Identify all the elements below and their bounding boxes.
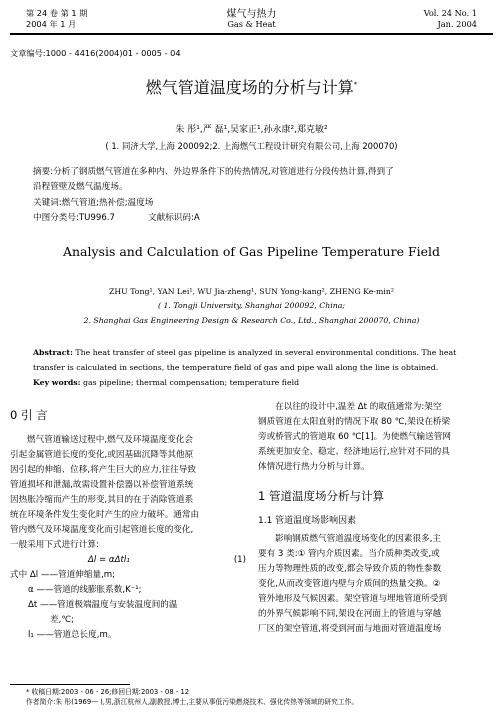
title-en: Analysis and Calculation of Gas Pipeline Temperature Field (62, 244, 441, 259)
where-line: α ——管道的线膨胀系数,K⁻¹; (28, 585, 142, 595)
where-line: Δt ——管道极端温度与安装温度间的温 (28, 600, 178, 610)
body-line: 管道损坏和泄漏,故需设置补偿器以补偿管道系统 (10, 480, 194, 490)
body-line: 管外地形及气候因素。架空管道与埋地管道所受到 (258, 594, 448, 604)
footnote-author: 作者简介:朱 彤(1969— ),男,浙江杭州人,副教授,博士,主要从事低污染燃烧技术、强化传热等领域的研究工作。 (26, 698, 359, 706)
body-line: 旁或桥管式的管道取 60 ℃[1]。为使燃气输送管网 (258, 432, 451, 442)
body-line: 在以往的设计中,温差 Δt 的取值通常为:架空 (275, 402, 442, 412)
header-rule (10, 33, 493, 35)
body-line: 系统更加安全、稳定、经济地运行,应针对不同的具 (258, 447, 450, 457)
journal-name-cn: 煤气与热力 (226, 9, 277, 20)
title-cn-text: 燃气管道温度场的分析与计算 (145, 78, 354, 97)
equation-number: (1) (233, 555, 246, 565)
footnote-received: * 收稿日期:2003 - 06 - 26;修回日期:2003 - 08 - 12 (26, 688, 190, 696)
journal-date: 2004 年 1 月 (26, 19, 77, 29)
journal-volume: 第 24 卷 第 1 期 (26, 8, 88, 18)
affiliation-cn: ( 1. 同济大学,上海 200092;2. 上海燃气工程设计研究有限公司,上海 200070) (105, 141, 398, 151)
article-number: 文章编号:1000 - 4416(2004)01 - 0005 - 04 (10, 48, 181, 58)
body-line: 一般采用下式进行计算: (10, 540, 99, 550)
body-line: 管内燃气及环境温度变化而引起管道长度的变化, (10, 525, 194, 535)
keywords-en-text: gas pipeline; thermal compensation; temperature field (83, 378, 300, 387)
body-line: 统在环境条件发生变化时产生的应力破坏。通常由 (10, 510, 200, 520)
keywords-cn: 关键词:燃气管道;热补偿;温度场 (33, 198, 154, 208)
where-line: 式中 Δl ——管道伸缩量,m; (10, 570, 116, 580)
keywords-en (33, 378, 299, 387)
keywords-en-label: Key words: (33, 378, 81, 387)
body-line: 引起金属管道长度的变化,或因基础沉降等其他原 (10, 450, 194, 460)
abstract-en-text1: The heat transfer of steel gas pipeline is analyzed in several environmental conditions. The heat (75, 348, 457, 357)
authors-cn: 朱 彤¹,严 磊¹,吴家正¹,孙永康²,郑克敏² (175, 125, 328, 135)
doc-code: 文献标识码:A (148, 213, 200, 223)
body-line: 体情况进行热力分析与计算。 (258, 462, 370, 472)
abstract-cn-line2: 沿程管壁及燃气温度场。 (33, 182, 128, 192)
section-0-heading: 0 引 言 (10, 408, 48, 422)
body-line: 变化,从而改变管道内壁与介质间的热量交换。② (258, 579, 441, 589)
abstract-cn-line1: 摘要:分析了钢质燃气管道在多种内、外边界条件下的传热情况,对管道进行分段传热计算,得到了 (33, 167, 394, 177)
body-line: 要有 3 类:① 管内介质因素。当介质种类改变,或 (258, 549, 440, 559)
journal-volume-en: Vol. 24 No. 1 (423, 8, 477, 18)
equation-text: Δl = αΔtl₁ (88, 555, 130, 565)
journal-date-en: Jan. 2004 (437, 19, 477, 29)
affiliation-en-2: 2. Shanghai Gas Engineering Design & Research Co., Ltd., Shanghai 200070, China) (83, 316, 420, 325)
abstract-en-label: Abstract: (33, 348, 73, 357)
body-line: 压力等物理性质的改变,都会导致介质的物性参数 (258, 564, 442, 574)
abstract-en-line1 (33, 348, 456, 357)
equation-1 (10, 553, 246, 568)
title-cn (0, 75, 503, 98)
abstract-en-line2: transfer is calculated in sections, the temperature field of gas and pipe wall along the line is obtained. (33, 363, 439, 372)
where-line: l₁ ——管道总长度,m。 (28, 630, 117, 640)
body-line: 因引起的伸缩、位移,将产生巨大的应力,往往导致 (10, 465, 196, 475)
footnote-rule (10, 684, 130, 685)
body-line: 燃气管道输送过程中,燃气及环境温度变化会 (27, 435, 194, 445)
class-number: 中图分类号:TU996.7 (33, 213, 116, 223)
right-column (258, 400, 494, 637)
body-line: 影响钢质燃气管道温度场变化的因素很多,主 (275, 534, 442, 544)
where-line: 差,℃; (50, 615, 74, 625)
section-1-heading: 1 管道温度场分析与计算 (258, 489, 384, 503)
authors-en: ZHU Tong¹, YAN Lei¹, WU Jia-zheng¹, SUN Yong-kang², ZHENG Ke-min² (108, 287, 395, 296)
subsection-1-1-heading: 1.1 管道温度场影响因素 (258, 516, 357, 526)
body-line: 的外界气候影响不同,架设在河面上的管道与穿越 (258, 609, 442, 619)
body-line: 钢质管道在太阳直射的情况下取 80 ℃,架设在桥梁 (258, 417, 451, 427)
body-line: 因热胀冷缩而产生的形变,其目的在于消除管道系 (10, 495, 194, 505)
affiliation-en-1: ( 1. Tongji University, Shanghai 200092, China; (157, 301, 346, 310)
left-column (10, 400, 246, 643)
body-line: 厂区的架空管道,将受到河面与地面对管道温度场 (258, 624, 442, 634)
title-footnote-mark: * (353, 80, 358, 89)
journal-name-en: Gas & Heat (227, 19, 276, 29)
